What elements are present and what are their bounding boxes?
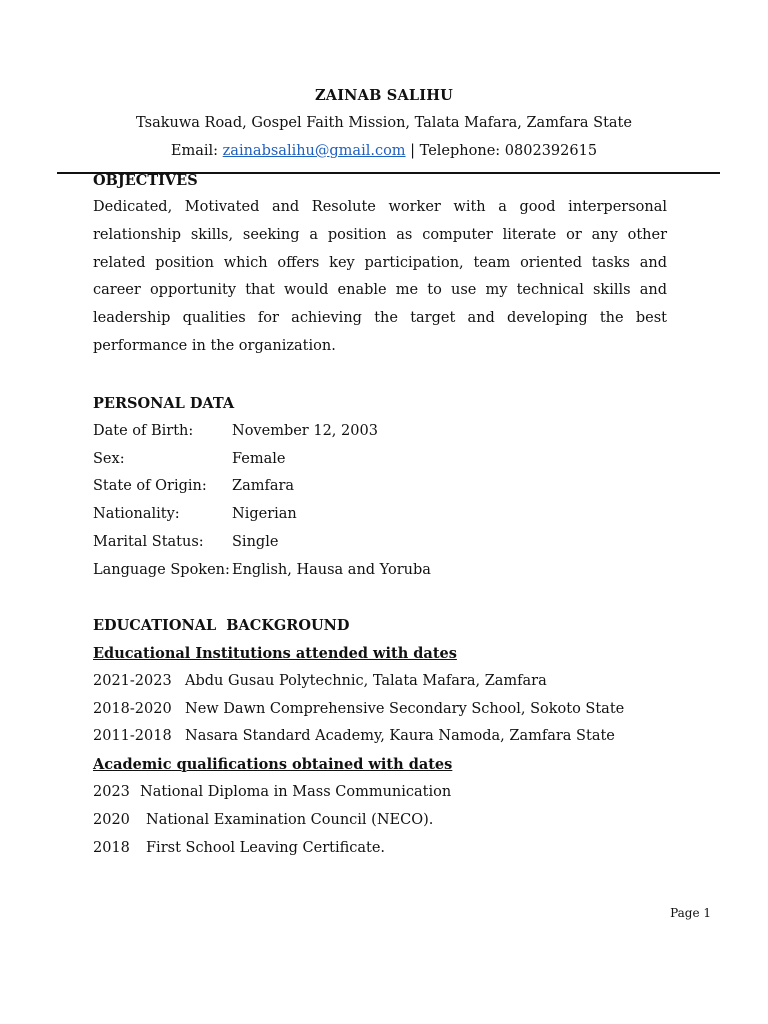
- personal-label: Sex:: [93, 451, 125, 467]
- personal-value: November 12, 2003: [232, 423, 378, 439]
- institution-row: [93, 728, 615, 744]
- qualification-row: [93, 812, 433, 828]
- contact-line: [0, 143, 768, 159]
- personal-value: English, Hausa and Yoruba: [232, 562, 431, 578]
- personal-row-marital: [93, 534, 278, 550]
- personal-data-heading: PERSONAL DATA: [93, 395, 235, 412]
- email-label: Email:: [170, 143, 223, 159]
- personal-label: Language Spoken:: [93, 562, 230, 578]
- qualifications-heading: Academic qualifications obtained with dates: [93, 756, 453, 773]
- personal-value: Zamfara: [232, 478, 295, 494]
- institution-name: Abdu Gusau Polytechnic, Talata Mafara, Zamfara: [185, 673, 547, 689]
- personal-value: Single: [232, 534, 279, 550]
- institution-years: 2011-2018: [93, 728, 172, 744]
- qualification-row: [93, 784, 451, 800]
- qualification-year: 2020: [93, 812, 130, 828]
- page-number: Page 1: [670, 906, 711, 920]
- personal-label: Nationality:: [93, 506, 180, 522]
- qualification-year: 2018: [93, 840, 130, 856]
- institution-row: [93, 673, 547, 689]
- personal-label: Marital Status:: [93, 534, 204, 550]
- telephone-value: 0802392615: [504, 143, 598, 159]
- candidate-name: ZAINAB SALIHU: [314, 87, 454, 104]
- email-link[interactable]: zainabsalihu@gmail.com: [222, 143, 406, 159]
- institution-row: [93, 701, 624, 717]
- qualification-year: 2023: [93, 784, 130, 800]
- institution-years: 2018-2020: [93, 701, 172, 717]
- qualification-name: National Examination Council (NECO).: [146, 812, 434, 828]
- education-heading: EDUCATIONAL BACKGROUND: [93, 617, 350, 634]
- personal-label: State of Origin:: [93, 478, 207, 494]
- personal-row-dob: [93, 423, 378, 439]
- personal-value: Nigerian: [232, 506, 297, 522]
- personal-label: Date of Birth:: [93, 423, 194, 439]
- qualification-name: First School Leaving Certificate.: [146, 840, 386, 856]
- personal-row-nationality: [93, 506, 297, 522]
- institution-name: Nasara Standard Academy, Kaura Namoda, Zamfara State: [185, 728, 615, 744]
- objectives-text: Dedicated, Motivated and Resolute worker with a good interpersonal relationship skills, seeking a position as computer literate or any other related position which offers key participation, team oriented tasks and career opportunity that would enable me to use my technical skills and leadership qualities for achieving the target and developing the best performance in the organization.: [93, 199, 667, 354]
- personal-row-language: [93, 562, 431, 578]
- personal-row-sex: [93, 451, 285, 467]
- qualification-row: [93, 840, 385, 856]
- institutions-heading: Educational Institutions attended with dates: [93, 645, 457, 662]
- candidate-address: Tsakuwa Road, Gospel Faith Mission, Talata Mafara, Zamfara State: [136, 115, 632, 131]
- qualification-name: National Diploma in Mass Communication: [140, 784, 452, 800]
- institution-years: 2021-2023: [93, 673, 172, 689]
- institution-name: New Dawn Comprehensive Secondary School, Sokoto State: [185, 701, 625, 717]
- contact-separator: |: [405, 143, 420, 159]
- objectives-heading: OBJECTIVES: [93, 172, 198, 189]
- personal-value: Female: [232, 451, 286, 467]
- telephone-label: Telephone:: [419, 143, 505, 159]
- personal-row-state: [93, 478, 294, 494]
